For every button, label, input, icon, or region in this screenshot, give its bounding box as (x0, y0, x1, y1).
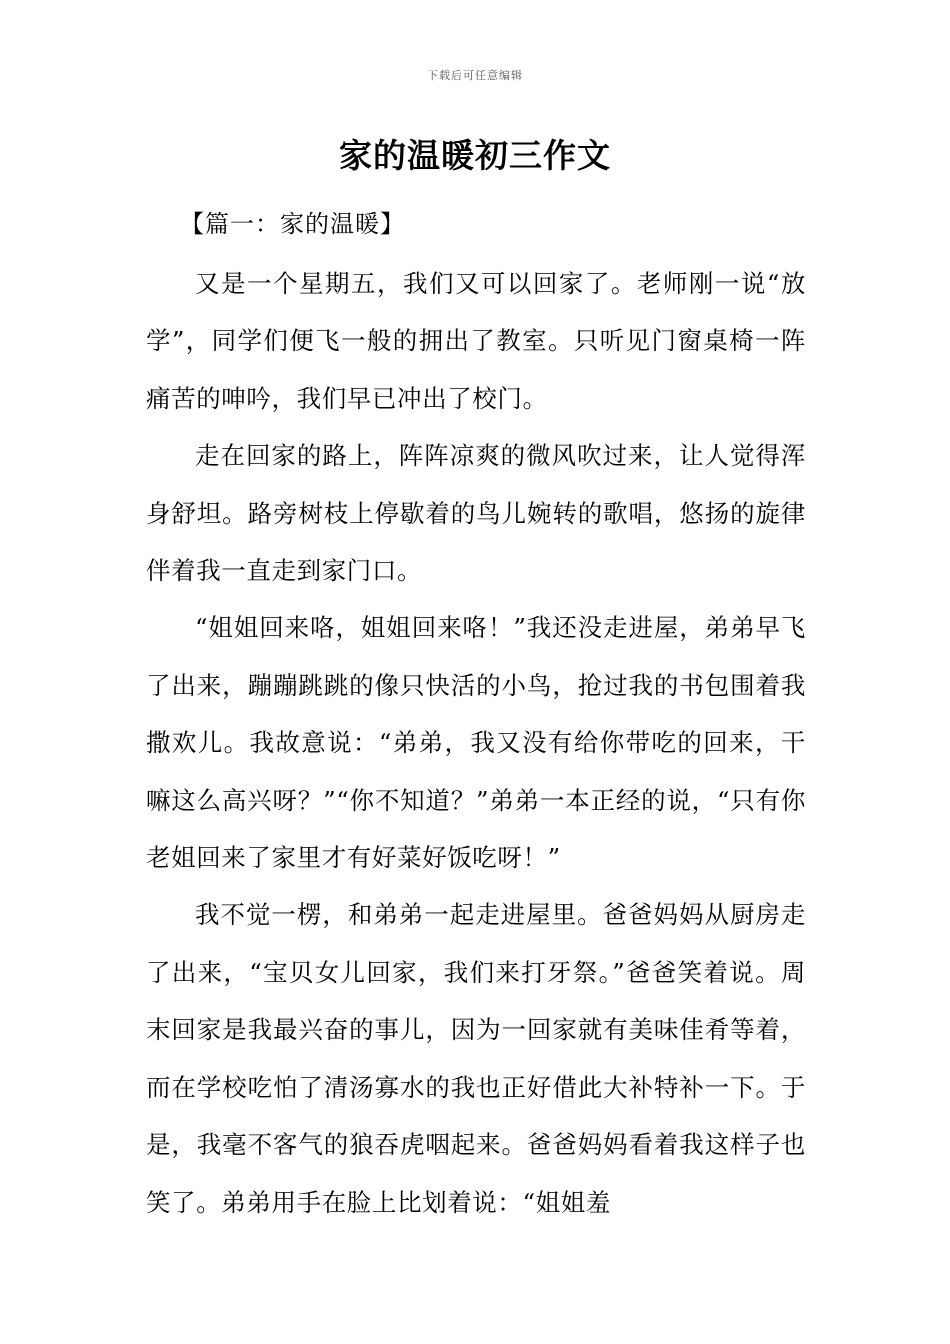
header-note: 下载后可任意编辑 (427, 69, 523, 82)
paragraph-3: “姐姐回来咯，姐姐回来咯！”我还没走进屋，弟弟早飞了出来，蹦蹦跳跳的像只快活的小鸟，抢过我的书包围着我撒欢儿。我故意说：“弟弟，我又没有给你带吃的回来，干嘛这么高兴呀？”“你不知道？”弟弟一本正经的说，“只有你老姐回来了家里才有好菜好饭吃呀！” (146, 613, 806, 873)
article-body (146, 255, 806, 1231)
paragraph-1: 又是一个星期五，我们又可以回家了。老师刚一说“放学”，同学们便飞一般的拥出了教室。只听见门窗桌椅一阵痛苦的呻吟，我们早已冲出了校门。 (146, 269, 806, 413)
paragraph-4: 我不觉一楞，和弟弟一起走进屋里。爸爸妈妈从厨房走了出来，“宝贝女儿回家，我们来打牙祭。”爸爸笑着说。周末回家是我最兴奋的事儿，因为一回家就有美味佳肴等着，而在学校吃怕了清汤寡水的我也正好借此大补特补一下。于是，我毫不客气的狼吞虎咽起来。爸爸妈妈看着我这样子也笑了。弟弟用手在脸上比划着说：“姐姐羞 (146, 900, 806, 1217)
section-heading: 【篇一：家的温暖】 (180, 210, 405, 238)
paragraph-2: 走在回家的路上，阵阵凉爽的微风吹过来，让人觉得浑身舒坦。路旁树枝上停歇着的鸟儿婉转的歌唱，悠扬的旋律伴着我一直走到家门口。 (146, 441, 806, 586)
document-title: 家的温暖初三作文 (339, 136, 611, 175)
